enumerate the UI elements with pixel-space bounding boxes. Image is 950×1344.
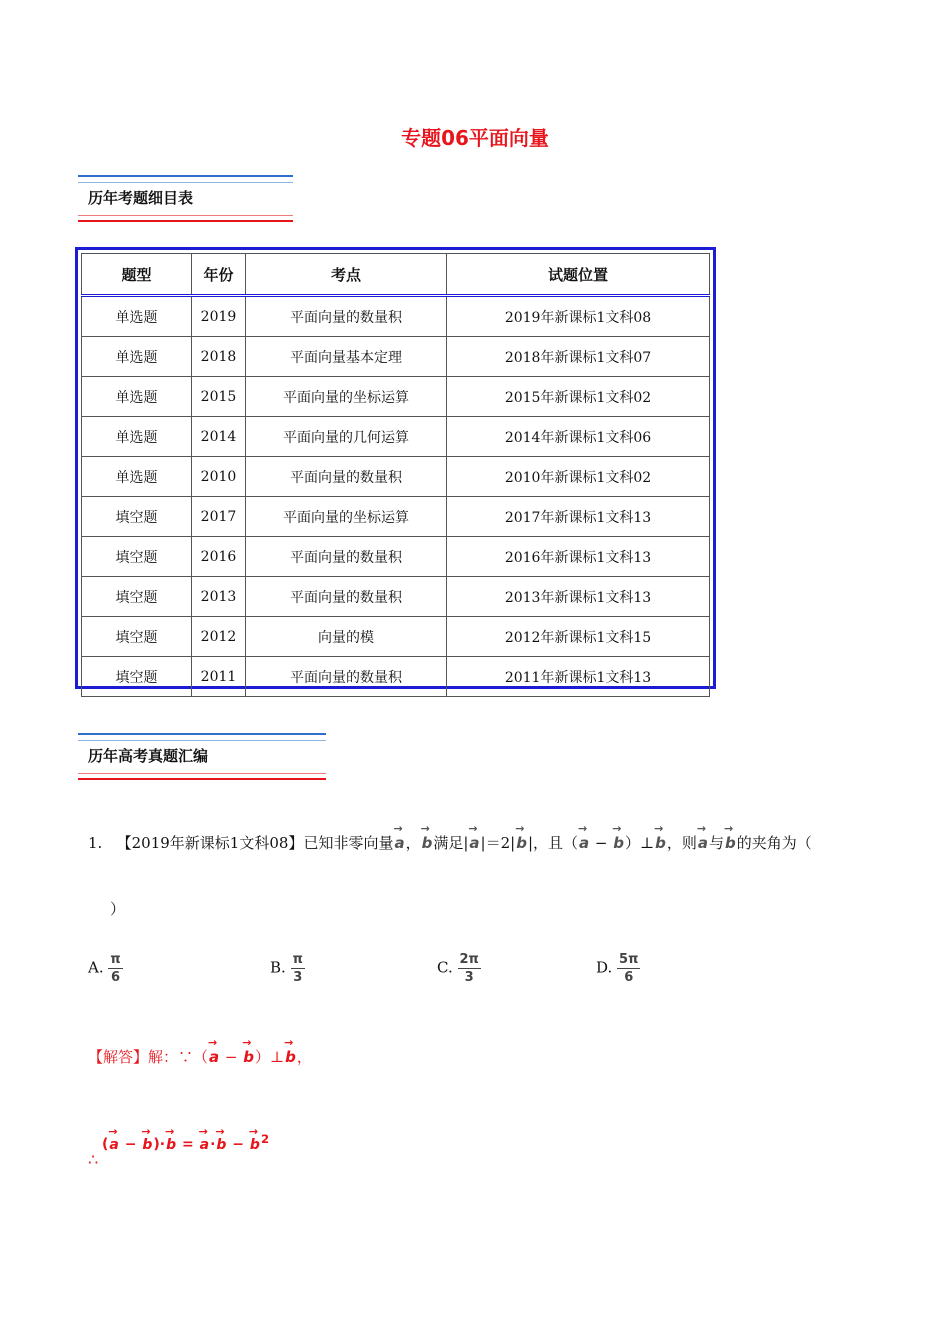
cell-year: 2018 xyxy=(192,337,246,377)
cell-year: 2015 xyxy=(192,377,246,417)
therefore-symbol: ∴ xyxy=(88,1150,99,1169)
cell-topic: 平面向量的数量积 xyxy=(246,657,447,697)
cell-type: 单选题 xyxy=(82,417,192,457)
cell-type: 单选题 xyxy=(82,337,192,377)
option-d xyxy=(596,952,640,985)
cell-topic: 平面向量的坐标运算 xyxy=(246,497,447,537)
section-top-rule xyxy=(78,175,293,183)
option-label: B. xyxy=(270,958,286,977)
cell-type: 填空题 xyxy=(82,537,192,577)
answer-text: ）⊥ xyxy=(255,1048,285,1066)
cell-year: 2012 xyxy=(192,617,246,657)
question-text: 已知非零向量 xyxy=(303,834,394,852)
table-row xyxy=(82,497,710,537)
answer-tag: 【解答】 xyxy=(88,1048,149,1066)
answer-line-1: 【解答】解：∵（→ a − → b）⊥→ b， xyxy=(88,1046,312,1067)
cell-location: 2015年新课标1文科02 xyxy=(447,377,710,417)
option-c xyxy=(437,952,481,985)
question-text: 满足 xyxy=(433,834,464,852)
option-fraction: $\frac{2\pi}{3}$ xyxy=(459,952,479,985)
header-type: 题型 xyxy=(82,254,192,296)
question-number: 1. xyxy=(88,834,103,852)
table-header-row xyxy=(82,254,710,296)
question-text: 的夹角为（ xyxy=(736,834,812,852)
question-close-paren: ） xyxy=(110,900,126,918)
vector-b: → b xyxy=(421,834,434,852)
cell-location: 2019年新课标1文科08 xyxy=(447,296,710,337)
table-row xyxy=(82,296,710,337)
cell-type: 填空题 xyxy=(82,497,192,537)
question-text: ，且（ xyxy=(533,834,579,852)
cell-year: 2017 xyxy=(192,497,246,537)
cell-type: 单选题 xyxy=(82,377,192,417)
cell-location: 2013年新课标1文科13 xyxy=(447,577,710,617)
cell-topic: 平面向量的数量积 xyxy=(246,537,447,577)
cell-year: 2011 xyxy=(192,657,246,697)
option-label: A. xyxy=(88,958,104,977)
cell-type: 填空题 xyxy=(82,577,192,617)
section-header-table xyxy=(78,175,293,222)
option-a xyxy=(88,952,123,985)
cell-year: 2010 xyxy=(192,457,246,497)
section-bottom-rule xyxy=(78,215,293,222)
table-row xyxy=(82,377,710,417)
option-fraction: $\frac{5\pi}{6}$ xyxy=(619,952,639,985)
vector-a: → a xyxy=(393,834,405,852)
table-row xyxy=(82,457,710,497)
cell-location: 2018年新课标1文科07 xyxy=(447,337,710,377)
exam-table xyxy=(81,253,710,697)
question-1: 1. 【2019年新课标1文科08】已知非零向量→ a，→ b满足|→ a|＝2|→ b|，且（→ a − → b）⊥→ b，则→ a与→ b的夹角为（ xyxy=(88,832,812,853)
cell-location: 2014年新课标1文科06 xyxy=(447,417,710,457)
question-text: ）⊥ xyxy=(625,834,655,852)
exam-table-frame xyxy=(75,247,716,689)
table-row xyxy=(82,337,710,377)
cell-topic: 平面向量的数量积 xyxy=(246,577,447,617)
cell-location: 2016年新课标1文科13 xyxy=(447,537,710,577)
cell-year: 2019 xyxy=(192,296,246,337)
cell-location: 2012年新课标1文科15 xyxy=(447,617,710,657)
section-bottom-rule xyxy=(78,773,326,780)
cell-location: 2011年新课标1文科13 xyxy=(447,657,710,697)
option-label: C. xyxy=(437,958,453,977)
section-label: 历年高考真题汇编 xyxy=(88,747,209,765)
answer-expression: (→ a − → b)·→ b = → a·→ b − → $b^2$ xyxy=(102,1132,269,1153)
cell-year: 2016 xyxy=(192,537,246,577)
cell-year: 2013 xyxy=(192,577,246,617)
question-text: ，则 xyxy=(666,834,697,852)
cell-type: 单选题 xyxy=(82,296,192,337)
section-header-questions xyxy=(78,733,326,780)
answer-text: 解：∵（ xyxy=(148,1048,209,1066)
cell-topic: 平面向量的数量积 xyxy=(246,457,447,497)
table-row xyxy=(82,657,710,697)
question-source: 【2019年新课标1文科08】 xyxy=(116,834,304,852)
option-label: D. xyxy=(596,958,613,977)
header-location: 试题位置 xyxy=(447,254,710,296)
cell-topic: 平面向量的数量积 xyxy=(246,296,447,337)
option-fraction: $\frac{\pi}{3}$ xyxy=(292,952,303,985)
cell-topic: 向量的模 xyxy=(246,617,447,657)
section-top-rule xyxy=(78,733,326,741)
header-topic: 考点 xyxy=(246,254,447,296)
cell-year: 2014 xyxy=(192,417,246,457)
cell-topic: 平面向量的几何运算 xyxy=(246,417,447,457)
option-b xyxy=(270,952,305,985)
table-row xyxy=(82,417,710,457)
table-body xyxy=(82,296,710,697)
cell-location: 2017年新课标1文科13 xyxy=(447,497,710,537)
table-row xyxy=(82,537,710,577)
header-year: 年份 xyxy=(192,254,246,296)
table-row xyxy=(82,617,710,657)
cell-topic: 平面向量基本定理 xyxy=(246,337,447,377)
page-title: 专题06平面向量 xyxy=(401,126,549,150)
option-fraction: $\frac{\pi}{6}$ xyxy=(110,952,121,985)
cell-location: 2010年新课标1文科02 xyxy=(447,457,710,497)
table-row xyxy=(82,577,710,617)
cell-type: 填空题 xyxy=(82,657,192,697)
question-text: 与 xyxy=(709,834,725,852)
section-label: 历年考题细目表 xyxy=(88,189,194,207)
cell-type: 填空题 xyxy=(82,617,192,657)
cell-type: 单选题 xyxy=(82,457,192,497)
cell-topic: 平面向量的坐标运算 xyxy=(246,377,447,417)
